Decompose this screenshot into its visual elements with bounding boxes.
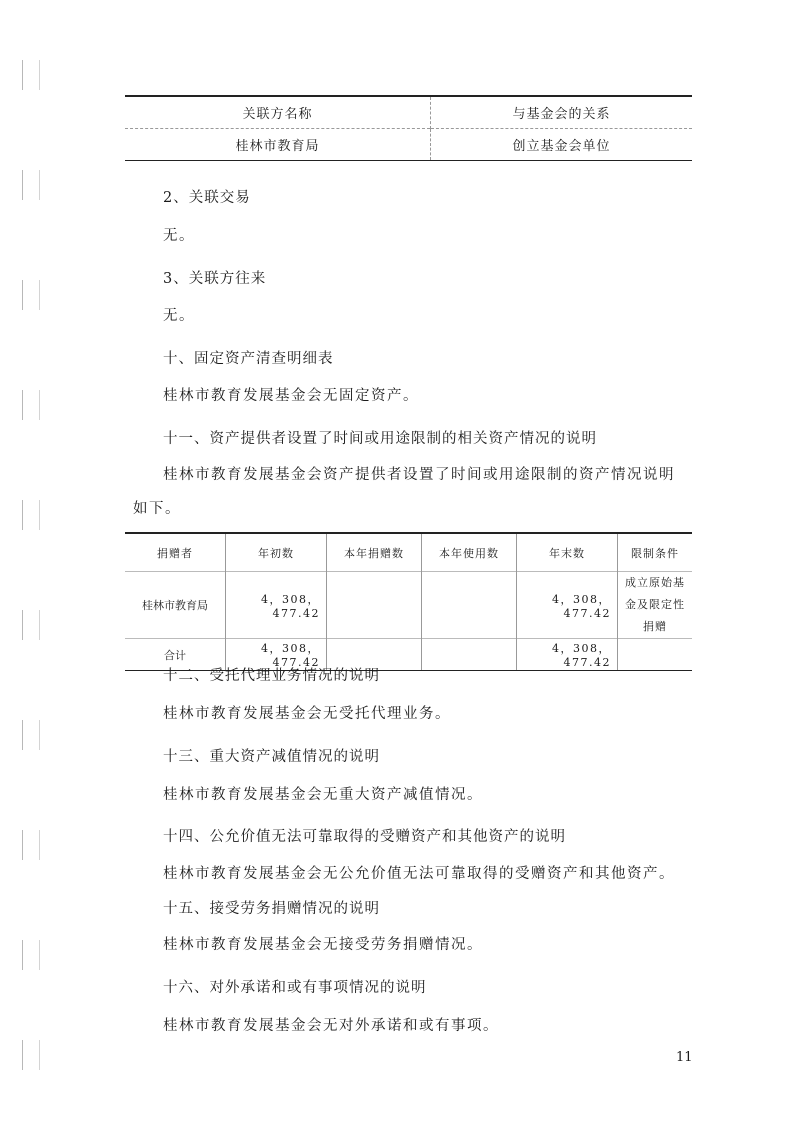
table-header-cell: 限制条件 [618, 533, 693, 572]
section-body: 无。 [163, 308, 195, 324]
section-body-continuation: 如下。 [133, 501, 181, 517]
scan-edge-mark [22, 1040, 40, 1070]
scan-edge-mark [22, 390, 40, 420]
table-cell: 成立原始基金及限定性捐赠 [618, 572, 693, 639]
table-cell: 4，308，477.42 [226, 639, 327, 671]
section-body: 桂林市教育发展基金会无对外承诺和或有事项。 [163, 1018, 499, 1034]
table-cell: 创立基金会单位 [431, 129, 693, 161]
page-number: 11 [676, 1050, 693, 1065]
table-header-cell: 与基金会的关系 [431, 96, 693, 129]
table-cell [422, 639, 517, 671]
scan-edge-mark [22, 830, 40, 860]
section-heading: 十、固定资产清查明细表 [163, 351, 334, 367]
table-header-cell: 年初数 [226, 533, 327, 572]
table-header-cell: 捐赠者 [125, 533, 226, 572]
table-cell: 4，308，477.42 [517, 639, 618, 671]
section-body: 桂林市教育发展基金会无接受劳务捐赠情况。 [163, 937, 483, 953]
section-heading: 十二、受托代理业务情况的说明 [163, 668, 380, 684]
section-heading: 2、关联交易 [163, 190, 251, 206]
table-header-row [125, 533, 692, 572]
section-body: 桂林市教育发展基金会资产提供者设置了时间或用途限制的资产情况说明 [163, 467, 675, 483]
table-row [125, 129, 692, 161]
section-body: 无。 [163, 228, 195, 244]
scan-edge-mark [22, 280, 40, 310]
section-heading: 十六、对外承诺和或有事项情况的说明 [163, 980, 427, 996]
scan-edge-mark [22, 60, 40, 90]
section-heading: 十五、接受劳务捐赠情况的说明 [163, 901, 380, 917]
table-header-cell: 本年使用数 [422, 533, 517, 572]
scan-edge-mark [22, 500, 40, 530]
table-row [125, 572, 692, 639]
table-cell: 4，308，477.42 [517, 572, 618, 639]
table-cell [327, 572, 422, 639]
scan-edge-mark [22, 720, 40, 750]
table-header-cell: 关联方名称 [125, 96, 431, 129]
table-cell: 4，308，477.42 [226, 572, 327, 639]
section-heading: 十四、公允价值无法可靠取得的受赠资产和其他资产的说明 [163, 829, 566, 845]
table-cell: 桂林市教育局 [125, 572, 226, 639]
table-cell [618, 639, 693, 671]
table-cell: 桂林市教育局 [125, 129, 431, 161]
section-heading: 十三、重大资产减值情况的说明 [163, 749, 380, 765]
section-body: 桂林市教育发展基金会无受托代理业务。 [163, 706, 451, 722]
section-heading: 3、关联方往来 [163, 271, 267, 287]
related-party-table [125, 95, 692, 161]
section-body: 桂林市教育发展基金会无公允价值无法可靠取得的受赠资产和其他资产。 [163, 866, 675, 882]
table-header-row [125, 96, 692, 129]
scan-edge-mark [22, 610, 40, 640]
scan-edge-mark [22, 940, 40, 970]
section-heading: 十一、资产提供者设置了时间或用途限制的相关资产情况的说明 [163, 431, 597, 447]
scan-edge-mark [22, 170, 40, 200]
section-body: 桂林市教育发展基金会无重大资产减值情况。 [163, 787, 483, 803]
table-header-cell: 本年捐赠数 [327, 533, 422, 572]
restricted-assets-table [125, 532, 692, 671]
table-header-cell: 年末数 [517, 533, 618, 572]
section-body: 桂林市教育发展基金会无固定资产。 [163, 388, 419, 404]
table-cell: 合计 [125, 639, 226, 671]
table-cell [422, 572, 517, 639]
